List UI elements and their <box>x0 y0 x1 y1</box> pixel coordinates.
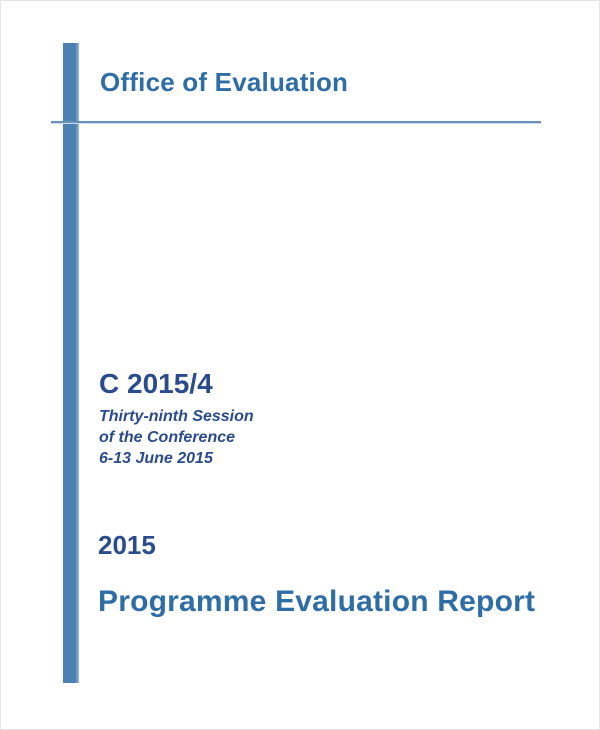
session-line-2: of the Conference <box>99 429 236 446</box>
session-info-block <box>99 406 254 469</box>
session-line-3: 6-13 June 2015 <box>99 450 213 467</box>
document-code: C 2015/4 <box>99 368 213 399</box>
vertical-accent-bar <box>63 43 79 683</box>
report-year: 2015 <box>98 530 156 560</box>
report-title: Programme Evaluation Report <box>98 585 536 618</box>
header-divider-rule <box>51 121 541 123</box>
office-header-title: Office of Evaluation <box>100 67 349 97</box>
session-line-1: Thirty-ninth Session <box>99 408 254 425</box>
